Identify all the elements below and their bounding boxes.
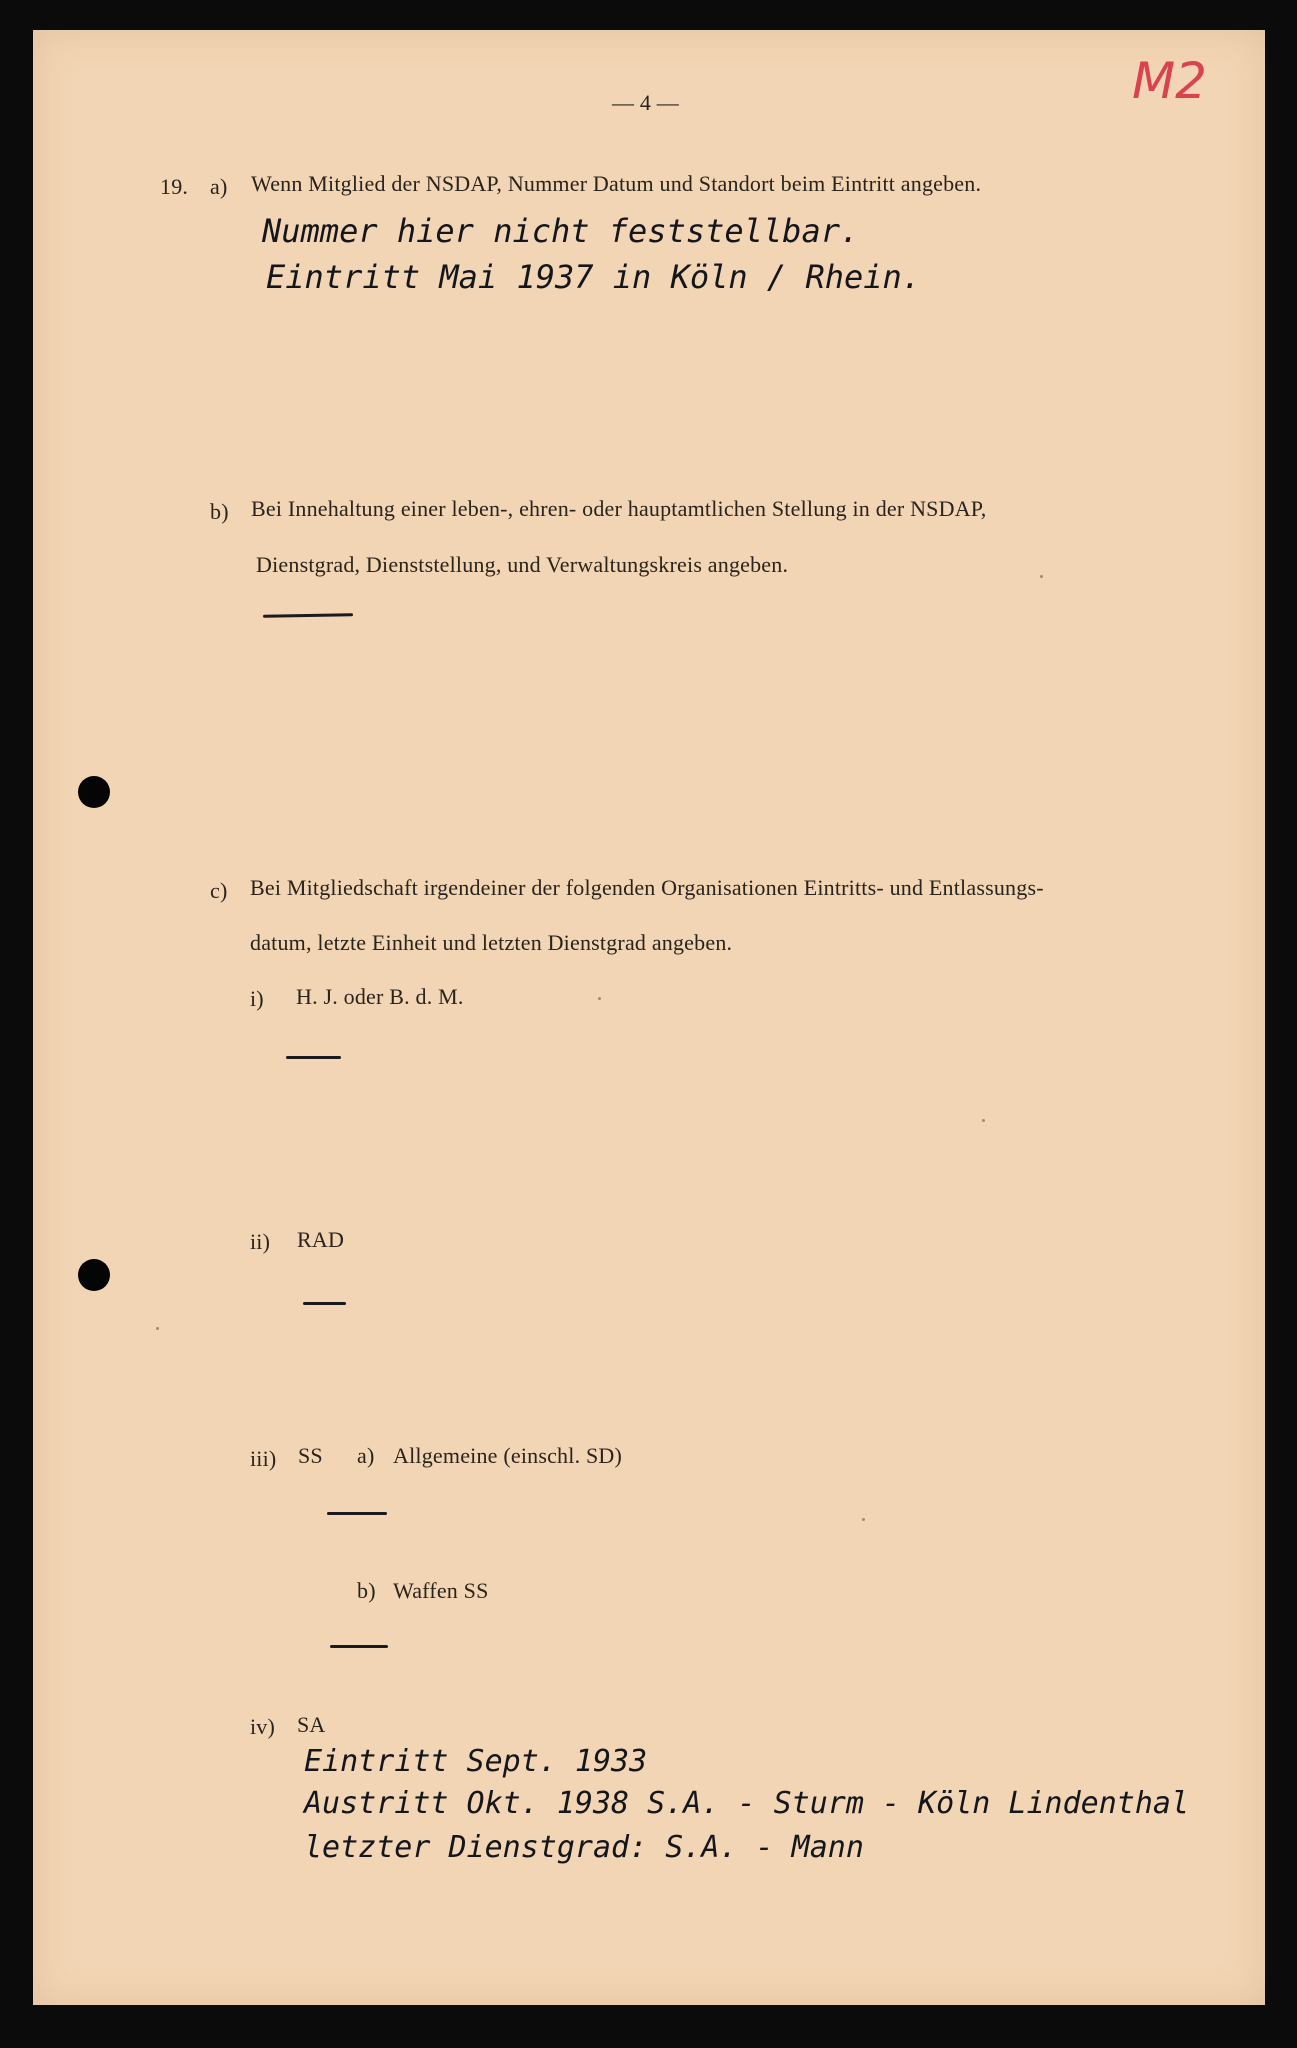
item-iii-label: SS <box>298 1443 323 1468</box>
item-iii-b-dash <box>330 1645 388 1648</box>
page-number: — 4 — <box>612 90 679 115</box>
item-iv-marker: iv) <box>250 1714 276 1739</box>
item-iii-b-marker: b) <box>357 1578 376 1603</box>
punch-hole-top <box>78 776 110 808</box>
question-c-text-line2: datum, letzte Einheit und letzten Dienstgrad angeben. <box>250 930 733 955</box>
punch-hole-bottom <box>78 1259 110 1291</box>
paper-speck <box>598 997 601 1000</box>
item-i-dash <box>286 1056 341 1059</box>
item-ii-dash <box>303 1302 346 1305</box>
item-i-marker: i) <box>250 986 264 1011</box>
paper-speck <box>156 1327 159 1330</box>
paper-speck <box>862 1518 865 1521</box>
item-iii-a-marker: a) <box>357 1443 375 1468</box>
item-ii-marker: ii) <box>250 1229 271 1254</box>
item-iii-marker: iii) <box>250 1446 277 1471</box>
question-c-marker: c) <box>210 878 228 903</box>
item-iv-label: SA <box>297 1712 326 1737</box>
answer-iv-line3: letzter Dienstgrad: S.A. - Mann <box>304 1830 864 1865</box>
answer-a-line1: Nummer hier nicht feststellbar. <box>262 212 860 250</box>
item-iii-b-label: Waffen SS <box>393 1578 489 1603</box>
question-b-text-line2: Dienstgrad, Dienststellung, und Verwaltungskreis angeben. <box>256 552 789 577</box>
item-ii-label: RAD <box>297 1227 345 1252</box>
question-b-marker: b) <box>210 499 229 524</box>
question-number: 19. <box>160 174 189 199</box>
question-a-text: Wenn Mitglied der NSDAP, Nummer Datum und Standort beim Eintritt angeben. <box>251 171 982 196</box>
question-a-marker: a) <box>210 174 228 199</box>
item-iii-a-label: Allgemeine (einschl. SD) <box>393 1443 623 1468</box>
paper-speck <box>1040 575 1043 578</box>
paper-speck <box>982 1119 985 1122</box>
document-page <box>33 30 1265 2005</box>
item-iii-a-dash <box>327 1512 387 1515</box>
question-c-text-line1: Bei Mitgliedschaft irgendeiner der folgenden Organisationen Eintritts- und Entlassungs- <box>250 875 1044 900</box>
question-b-text-line1: Bei Innehaltung einer leben-, ehren- oder hauptamtlichen Stellung in der NSDAP, <box>251 496 987 521</box>
archive-mark: M2 <box>1132 52 1207 110</box>
answer-iv-line2: Austritt Okt. 1938 S.A. - Sturm - Köln Lindenthal <box>304 1786 1190 1821</box>
answer-iv-line1: Eintritt Sept. 1933 <box>304 1744 648 1779</box>
answer-a-line2: Eintritt Mai 1937 in Köln / Rhein. <box>266 258 922 296</box>
item-i-label: H. J. oder B. d. M. <box>296 984 464 1009</box>
